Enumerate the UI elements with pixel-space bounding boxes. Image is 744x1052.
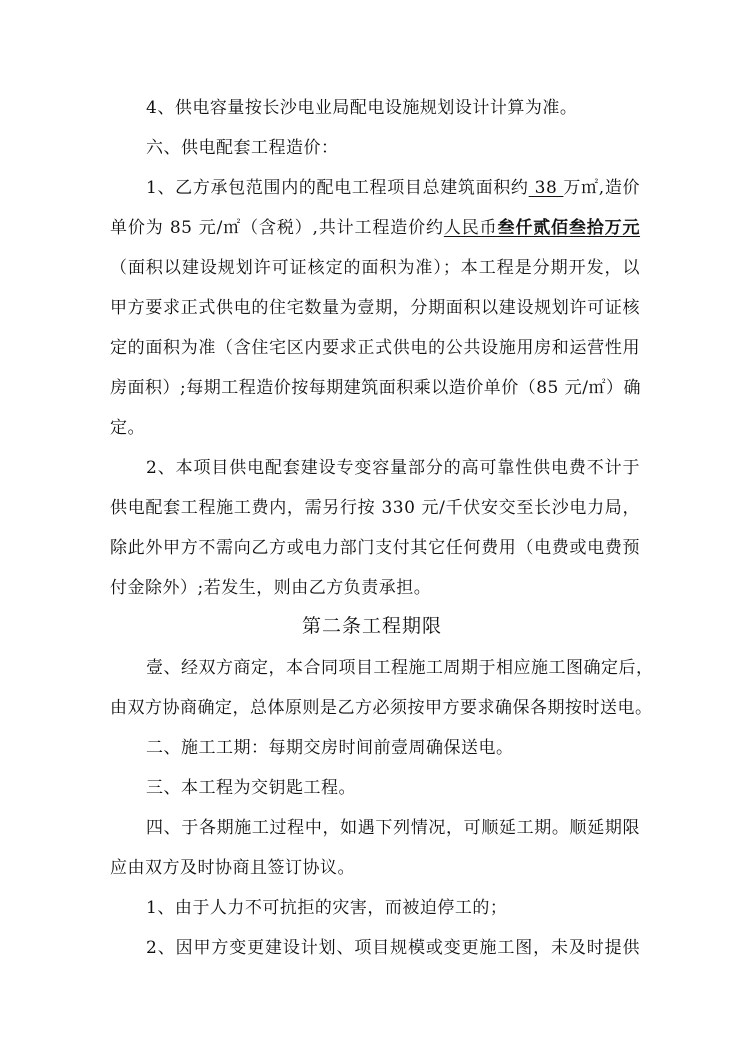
area-value: 38 [528,178,564,198]
paragraph-line: 二、施工工期：每期交房时间前壹周确保送电。 [146,738,514,758]
paragraph-line: 除此外甲方不需向乙方或电力部门支付其它任何费用（电费或电费预 [110,538,640,558]
paragraph-line: 四、于各期施工过程中，如遇下列情况，可顺延工期。顺延期限 [146,818,640,838]
paragraph-line [146,176,640,200]
paragraph-line: 付金除外）;若发生，则由乙方负责承担。 [110,578,432,598]
section-title: 六、供电配套工程造价： [146,138,339,158]
paragraph-line: 2、因甲方变更建设计划、项目规模或变更施工图，未及时提供 [146,938,640,958]
paragraph-line: 三、本工程为交钥匙工程。 [146,778,356,798]
paragraph-line [110,376,640,400]
paragraph-line: 由双方协商确定，总体原则是乙方必须按甲方要求确保各期按时送电。 [110,698,653,718]
paragraph-line: 定的面积为准（含住宅区内要求正式供电的公共设施用房和运营性用 [110,338,640,358]
text-span: 单价为 85 元/㎡ [110,218,242,238]
text-span: （含税）,共计工程造价约 [241,218,444,238]
paragraph-line: 供电配套工程施工费内，需另行按 330 元/千伏安交至长沙电力局， [110,498,640,518]
paragraph-line: 壹、经双方商定，本合同项目工程施工周期于相应施工图确定后， [146,658,654,678]
paragraph-line: 定。 [110,418,145,438]
text-span: 1、乙方承包范围内的配电工程项目总建筑面积约 [146,178,529,198]
paragraph-line: 2、本项目供电配套建设专变容量部分的高可靠性供电费不计于 [146,458,640,478]
paragraph-line: 4、供电容量按长沙电业局配电设施规划设计计算为准。 [146,98,578,118]
paragraph-line: 甲方要求正式供电的住宅数量为壹期，分期面积以建设规划许可证核 [110,298,640,318]
text-span: 万㎡ [563,178,599,198]
paragraph-line: 应由双方及时协商且签订协议。 [110,858,355,878]
paragraph-line [110,216,640,240]
paragraph-line: （面积以建设规划许可证核定的面积为准）；本工程是分期开发，以 [110,258,640,278]
currency-label: 人民币 [443,218,498,238]
paragraph-line: 1、由于人力不可抗拒的灾害，而被迫停工的； [146,898,508,918]
text-span: ,造价 [598,178,640,198]
amount-value: 叁仟贰佰叁拾万元 [497,218,641,238]
text-span: ）确 [606,378,641,398]
text-span: 房面积）;每期工程造价按每期建筑面积乘以造价单价（85 元/㎡ [110,378,606,398]
article-heading: 第二条工程期限 [301,615,442,637]
